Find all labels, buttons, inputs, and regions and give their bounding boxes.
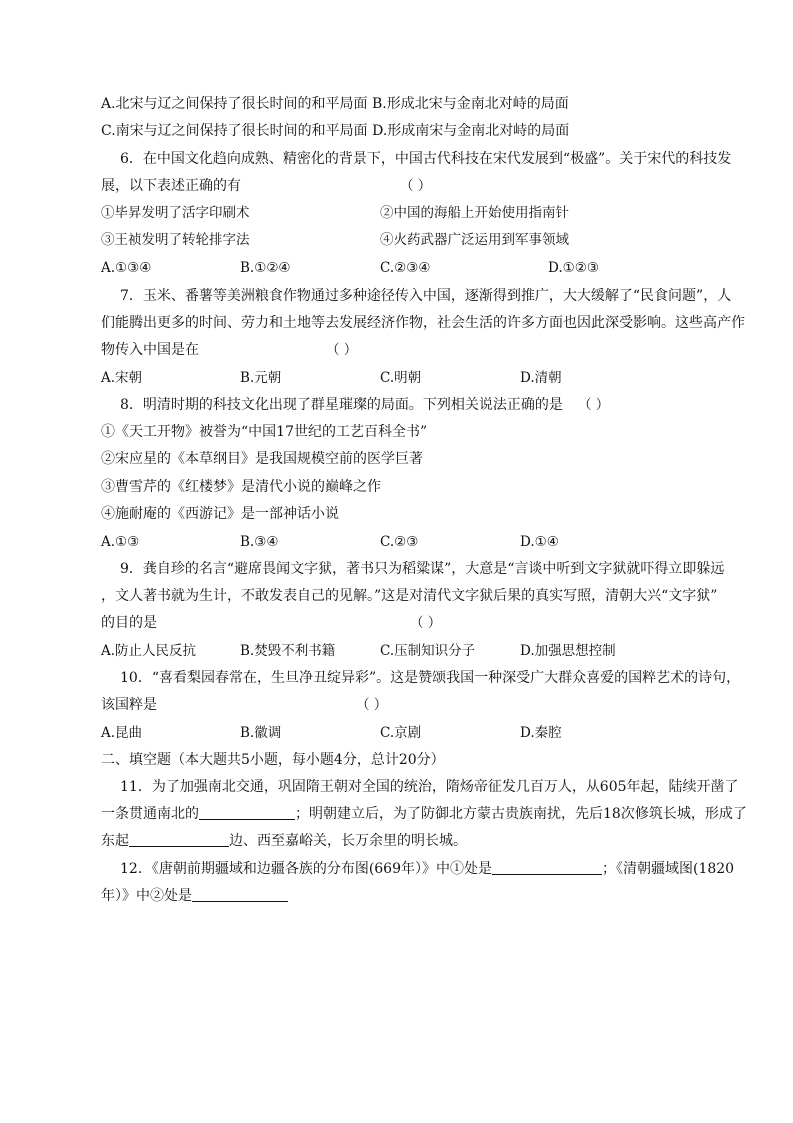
q6-stem-line-1: 6．在中国文化趋向成熟、精密化的背景下，中国古代科技在宋代发展到“极盛”。关于宋代的科技发: [120, 151, 732, 167]
q8-answer-paren: （ ）: [578, 397, 610, 413]
q12-blank-1[interactable]: [492, 860, 602, 875]
section-2-heading: 二、填空题（本大题共5小题，每小题4分，总计20分）: [101, 752, 445, 768]
q7-stem-line-2: 们能腾出更多的时间、劳力和土地等去发展经济作物，社会生活的许多方面也因此深受影响。这些高产作: [101, 315, 745, 331]
q7-stem-line-3: 物传入中国是在: [101, 342, 199, 358]
q9-stem-line-1: 9．龚自珍的名言“避席畏闻文字狱，著书只为稻粱谋”，大意是“言谈中听到文字狱就吓得立即躲远: [120, 561, 725, 577]
q11-blank-1[interactable]: [199, 805, 295, 820]
q6-option-c: C.②③④: [380, 260, 431, 276]
q7-option-d: D.清朝: [520, 370, 562, 386]
q12-text-2: ；《清朝疆域图(1820: [602, 861, 735, 877]
q6-option-a: A.①③④: [101, 260, 152, 276]
q6-item-3: ③王祯发明了转轮排字法: [101, 232, 250, 248]
q11-text-2: 一条贯通南北的: [101, 806, 199, 822]
q5-option-row-2: [101, 122, 569, 140]
q11-text-5: 边、西至嘉峪关，长万余里的明长城。: [229, 833, 467, 849]
q8-item-3: ③曹雪芹的《红楼梦》是清代小说的巅峰之作: [101, 479, 381, 495]
q9-option-a: A.防止人民反抗: [101, 643, 197, 659]
q9-option-d: D.加强思想控制: [520, 643, 616, 659]
q6-stem-text: 展，以下表述正确的有: [101, 178, 241, 194]
q8-option-a: A.①③: [101, 534, 140, 550]
q6-stem-line-2: [101, 177, 241, 195]
q8-item-4: ④施耐庵的《西游记》是一部神话小说: [101, 506, 339, 522]
q10-stem-line-2: 该国粹是: [101, 697, 157, 713]
q6-item-2: ②中国的海船上开始使用指南针: [380, 205, 569, 221]
q6-item-4: ④火药武器广泛运用到军事领域: [380, 232, 569, 248]
q8-item-1: ①《天工开物》被誉为“中国17世纪的工艺百科全书”: [101, 424, 428, 440]
q7-option-a: A.宋朝: [101, 370, 143, 386]
q7-stem-line-1: 7．玉米、番薯等美洲粮食作物通过多种途径传入中国，逐渐得到推广，大大缓解了“民食问题”，人: [120, 288, 732, 304]
q8-item-2: ②宋应星的《本草纲目》是我国规模空前的医学巨著: [101, 451, 423, 467]
q9-answer-paren: （ ）: [410, 615, 442, 631]
q12-blank-2[interactable]: [192, 887, 288, 902]
q5-option-a: A.北宋与辽之间保持了很长时间的和平局面: [101, 96, 368, 112]
q7-answer-paren: （ ）: [326, 342, 358, 358]
q8-option-d: D.①④: [520, 534, 559, 550]
q8-option-b: B.③④: [240, 534, 279, 550]
q11-line-1: 11．为了加强南北交通，巩固隋王朝对全国的统治，隋炀帝征发几百万人，从605年起，陆续开凿了: [120, 779, 739, 795]
q7-option-c: C.明朝: [380, 370, 422, 386]
q10-answer-paren: （ ）: [356, 697, 388, 713]
q11-line-2: [101, 805, 747, 823]
q9-option-c: C.压制知识分子: [380, 643, 476, 659]
q10-option-c: C.京剧: [380, 725, 422, 741]
q11-line-3: [101, 832, 467, 850]
q11-text-4: 东起: [101, 833, 129, 849]
q12-text-1: 12．《唐朝前期疆域和边疆各族的分布图(669年）》中①处是: [120, 861, 492, 877]
q10-option-b: B.徽调: [240, 725, 282, 741]
q9-stem-line-2: ，文人著书就为生计，不敢发表自己的见解。”这是对清代文字狱后果的真实写照，清朝大兴“文字狱”: [101, 588, 718, 604]
q9-option-b: B.焚毁不利书籍: [240, 643, 336, 659]
q6-option-d: D.①②③: [548, 260, 599, 276]
q10-option-d: D.秦腔: [520, 725, 562, 741]
q7-option-b: B.元朝: [240, 370, 282, 386]
q12-line-1: [120, 860, 734, 878]
q10-option-a: A.昆曲: [101, 725, 143, 741]
q9-stem-line-3: 的目的是: [101, 615, 157, 631]
q8-stem: 8．明清时期的科技文化出现了群星璀璨的局面。下列相关说法正确的是: [120, 397, 563, 413]
q8-option-c: C.②③: [380, 534, 419, 550]
q11-blank-2[interactable]: [129, 832, 229, 847]
q6-option-b: B.①②④: [240, 260, 291, 276]
q5-option-d: D.形成南宋与金南北对峙的局面: [372, 123, 570, 139]
q11-text-3: ；明朝建立后，为了防御北方蒙古贵族南扰，先后18次修筑长城，形成了: [295, 806, 747, 822]
q5-option-row-1: [101, 95, 569, 113]
q12-text-3: 年）》中②处是: [101, 888, 192, 904]
q5-option-b: B.形成北宋与金南北对峙的局面: [372, 96, 569, 112]
q12-line-2: [101, 887, 288, 905]
q10-stem-line-1: 10．“喜看梨园春常在，生旦净丑绽异彩”。这是赞颂我国一种深受广大群众喜爱的国粹艺术的诗句，: [120, 670, 741, 686]
q6-answer-paren: （ ）: [400, 178, 432, 194]
q5-option-c: C.南宋与辽之间保持了很长时间的和平局面: [101, 123, 368, 139]
q6-item-1: ①毕昇发明了活字印刷术: [101, 205, 250, 221]
